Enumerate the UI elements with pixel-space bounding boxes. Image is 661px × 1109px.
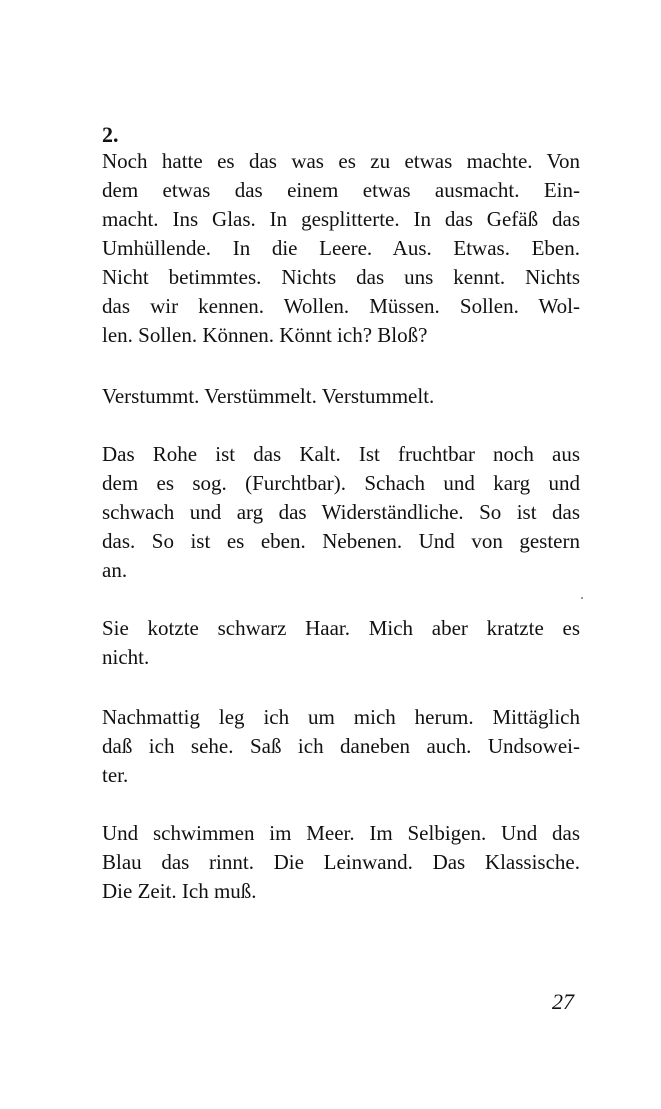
paper-speck: [581, 597, 583, 599]
text-line: Verstummt. Verstümmelt. Verstummelt.: [102, 384, 435, 408]
text-line: Nachmattig leg ich um mich herum. Mittäglich: [102, 705, 580, 729]
text-line: an.: [102, 558, 128, 582]
text-line: das wir kennen. Wollen. Müssen. Sollen. Wol-: [102, 294, 580, 318]
section-number: 2.: [102, 122, 119, 147]
text-line: ter.: [102, 763, 129, 787]
text-line: Nicht betimmtes. Nichts das uns kennt. Nichts: [102, 265, 580, 289]
text-line: dem etwas das einem etwas ausmacht. Ein-: [102, 178, 580, 202]
paragraph-6: [102, 819, 580, 906]
page-number: 27: [552, 989, 574, 1014]
text-line: len. Sollen. Können. Könnt ich? Bloß?: [102, 323, 428, 347]
text-line: Sie kotzte schwarz Haar. Mich aber kratzte es: [102, 616, 580, 640]
text-line: dem es sog. (Furchtbar). Schach und karg und: [102, 471, 580, 495]
paragraph-1: [102, 147, 580, 350]
text-line: Die Zeit. Ich muß.: [102, 879, 257, 903]
text-line: Blau das rinnt. Die Leinwand. Das Klassische.: [102, 850, 580, 874]
text-line: nicht.: [102, 645, 150, 669]
text-line: Umhüllende. In die Leere. Aus. Etwas. Eben.: [102, 236, 580, 260]
text-line: das. So ist es eben. Nebenen. Und von gestern: [102, 529, 580, 553]
text-line: macht. Ins Glas. In gesplitterte. In das Gefäß das: [102, 207, 580, 231]
paragraph-2: [102, 382, 580, 411]
text-line: Das Rohe ist das Kalt. Ist fruchtbar noch aus: [102, 442, 580, 466]
text-line: daß ich sehe. Saß ich daneben auch. Undsowei-: [102, 734, 580, 758]
text-line: Noch hatte es das was es zu etwas machte. Von: [102, 149, 580, 173]
paragraph-4: [102, 614, 580, 672]
paragraph-5: [102, 703, 580, 790]
paragraph-3: [102, 440, 580, 585]
text-line: Und schwimmen im Meer. Im Selbigen. Und das: [102, 821, 580, 845]
text-line: schwach und arg das Widerständliche. So ist das: [102, 500, 580, 524]
